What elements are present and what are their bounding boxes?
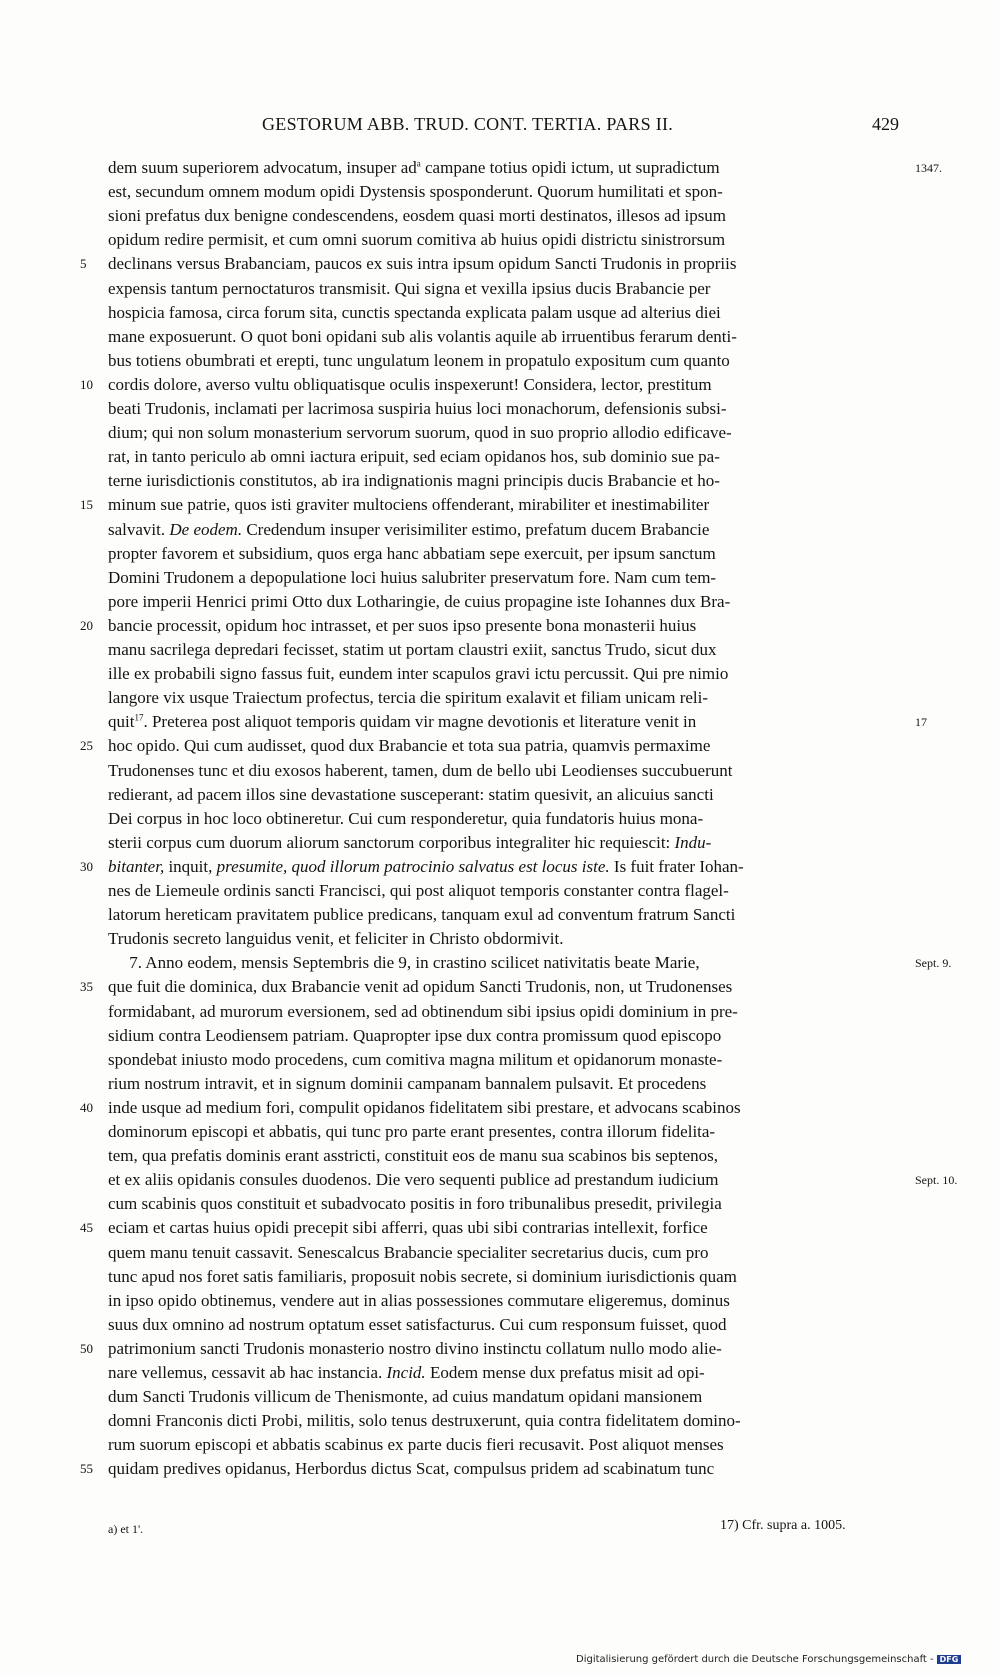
text-line: latorum hereticam pravitatem publice predicans, tanquam exul ad conventum fratrum Sancti <box>108 905 736 925</box>
text-line: ille ex probabili signo fassus fuit, eundem inter scapulos gravi ictu percussit. Qui pre nimio <box>108 664 729 684</box>
footer-text: Digitalisierung gefördert durch die Deutsche Forschungsgemeinschaft - <box>576 1654 934 1665</box>
critical-apparatus-note: a) et 1'. <box>108 1522 144 1536</box>
text-line: Trudonenses tunc et diu exosos haberent, tamen, dum de bello ubi Leodienses succubuerunt <box>108 760 733 780</box>
line-number: 50 <box>80 1340 93 1356</box>
text-line: bitanter, inquit, presumite, quod illorum patrocinio salvatus est locus iste. Is fuit frater Iohan- <box>108 856 744 876</box>
text-line: Domini Trudonem a depopulatione loci huius salubriter preservatum fore. Nam cum tem- <box>108 567 717 587</box>
text-line: hoc opido. Qui cum audisset, quod dux Brabancie et tota sua patria, quamvis permaxime <box>108 736 711 756</box>
text-line: beati Trudonis, inclamati per lacrimosa suspiria huius loci monachorum, defensionis subsi- <box>108 399 727 418</box>
text-line: 7. Anno eodem, mensis Septembris die 9, in crastino scilicet nativitatis beate Marie, <box>108 953 700 973</box>
text-line: quidam predives opidanus, Herbordus dictus Scat, compulsus pridem ad scabinatum tunc <box>108 1459 715 1479</box>
margin-note: Sept. 9. <box>915 956 952 971</box>
text-line: rum suorum episcopi et abbatis scabinus ex parte ducis fieri recusavit. Post aliquot menses <box>108 1435 724 1455</box>
text-line: rium nostrum intravit, et in signum dominii campanam bannalem pulsavit. Et procedens <box>108 1073 707 1093</box>
text-line: domni Franconis dicti Probi, militis, solo tenus destruxerunt, quia contra fidelitatem domino- <box>108 1411 741 1431</box>
dfg-logo: DFG <box>937 1655 962 1664</box>
text-line: manu sacrilega depredari fecisset, statim ut portam claustri exiit, sanctus Trudo, sicut dux <box>108 640 717 659</box>
text-line: hospicia famosa, circa forum sita, cunctis spectanda explicata palam usque ad alterius diei <box>108 302 721 322</box>
text-line: sterii corpus cum duorum aliorum sanctorum corporibus integraliter hic requiescit: Indu- <box>108 832 712 852</box>
page-number: 429 <box>872 114 899 134</box>
text-line: inde usque ad medium fori, compulit opidanos fidelitatem sibi prestare, et advocans scabinos <box>108 1097 741 1117</box>
text-line: eciam et cartas huius opidi precepit sibi afferri, quas ubi sibi contrarias intellexit, forfice <box>108 1218 708 1238</box>
digitization-footer <box>576 1654 961 1665</box>
line-number: 55 <box>80 1461 93 1477</box>
line-number: 30 <box>80 858 93 874</box>
text-line: langore vix usque Traiectum profectus, tercia die spiritum exalavit et filiam unicam reli- <box>108 688 709 708</box>
text-line: redierant, ad pacem illos sine devastatione susceperant: statim quesivit, an alicuius sancti <box>108 784 714 804</box>
line-number: 25 <box>80 738 93 754</box>
text-line: cum scabinis quos constituit et subadvocato positis in foro tribunalibus presedit, privilegia <box>108 1194 722 1214</box>
text-line: pore imperii Henrici primi Otto dux Lotharingie, de cuius propagine iste Iohannes dux Bra- <box>108 591 731 611</box>
text-line: expensis tantum pernoctaturos transmisit. Qui signa et vexilla ipsius ducis Brabancie per <box>108 278 711 298</box>
text-line: minum sue patrie, quos isti graviter multociens offenderant, mirabiliter et inestimabiliter <box>108 495 710 515</box>
text-line: opidum redire permisit, et cum omni suorum comitiva ab huius opidi districtu sinistrorsum <box>108 230 726 250</box>
text-line: mane exposuerunt. O quot boni opidani sub alis volantis aquile ab irruentibus ferarum denti- <box>108 326 737 346</box>
text-line: que fuit die dominica, dux Brabancie venit ad opidum Sancti Trudonis, non, ut Trudonenses <box>108 977 733 997</box>
text-line: et ex aliis opidanis consules duodenos. Die vero sequenti publice ad prestandum iudicium <box>108 1170 719 1190</box>
footnote: 17) Cfr. supra a. 1005. <box>720 1518 846 1533</box>
text-line: quem manu tenuit cassavit. Senescalcus Brabancie specialiter secretarius ducis, cum pro <box>108 1242 709 1262</box>
text-line: nes de Liemeule ordinis sancti Francisci, qui post aliquot temporis constanter contra flagel- <box>108 881 729 900</box>
line-number: 10 <box>80 376 93 392</box>
header-title: GESTORUM ABB. TRUD. CONT. TERTIA. PARS II. <box>262 114 674 134</box>
text-line: propter favorem et subsidium, quos erga hanc abbatiam sepe exercuit, per ipsum sanctum <box>108 543 716 563</box>
text-line: terne iurisdictionis constitutos, ab ira indignationis magni principis ducis Brabancie et ho- <box>108 471 720 491</box>
text-line: salvavit. De eodem. Credendum insuper verisimiliter estimo, prefatum ducem Brabancie <box>108 519 710 539</box>
text-line: formidabant, ad murorum eversionem, sed ad obtinendum sibi ipsius opidi dominium in pre- <box>108 1001 738 1021</box>
line-number: 15 <box>80 497 93 513</box>
text-line: bancie processit, opidum hoc intrasset, et per suos ipso presente bona monasterii huius <box>108 615 697 635</box>
line-number: 40 <box>80 1099 93 1115</box>
text-line: in ipso opido obtinemus, vendere aut in alias possessiones commutare eligeremus, dominus <box>108 1290 730 1310</box>
text-line: suus dux omnino ad nostrum optatum esset satisfacturus. Cui cum responsum fuisset, quod <box>108 1314 727 1334</box>
text-line: nare vellemus, cessavit ab hac instancia. Incid. Eodem mense dux prefatus misit ad opi- <box>108 1363 705 1382</box>
line-number: 20 <box>80 617 93 633</box>
text-line: sioni prefatus dux benigne condescendens, eosdem quasi morti destinatos, illesos ad ipsum <box>108 206 727 226</box>
line-number: 35 <box>80 979 93 995</box>
line-number: 5 <box>80 256 87 272</box>
text-line: dominorum episcopi et abbatis, qui tunc pro parte erant presentes, contra illorum fidelita- <box>108 1122 716 1141</box>
running-header <box>0 114 1000 140</box>
text-line: patrimonium sancti Trudonis monasterio nostro divino instinctu collatum nullo modo alie- <box>108 1338 722 1358</box>
text-line: rat, in tanto periculo ab omni iactura eripuit, sed eciam opidanos hos, sub dominio sue pa- <box>108 447 720 467</box>
text-line: tunc apud nos foret satis familiaris, proposuit nobis secrete, si dominium iurisdictionis quam <box>108 1266 737 1286</box>
margin-note: Sept. 10. <box>915 1173 958 1188</box>
text-line: dium; qui non solum monasterium servorum suorum, quod in suo proprio allodio edificave- <box>108 423 732 443</box>
text-line: spondebat iniusto modo procedens, cum comitiva magna militum et opidanorum monaste- <box>108 1049 723 1069</box>
text-line: dum Sancti Trudonis villicum de Thenismonte, ad cuius mandatum opidani mansionem <box>108 1387 703 1407</box>
text-line: sidium contra Leodiensem patriam. Quapropter ipse dux contra promissum quod episcopo <box>108 1025 722 1045</box>
text-line: Trudonis secreto languidus venit, et feliciter in Christo obdormivit. <box>108 929 564 949</box>
text-line: quit$^{17}$. Preterea post aliquot temporis quidam vir magne devotionis et literature venit in <box>108 712 697 732</box>
text-line: declinans versus Brabanciam, paucos ex suis intra ipsum opidum Sancti Trudonis in propriis <box>108 254 737 274</box>
margin-note: 17 <box>915 715 927 730</box>
text-line: est, secundum omnem modum opidi Dystensis sposponderunt. Quorum humilitati et spon- <box>108 182 723 202</box>
text-line: tem, qua prefatis dominis erant asstricti, constituit eos de manu sua scabinos bis septenos, <box>108 1146 718 1166</box>
text-line: Dei corpus in hoc loco obtineretur. Cui cum responderetur, quia fundatoris huius mona- <box>108 808 704 828</box>
line-number: 45 <box>80 1220 93 1236</box>
text-line: cordis dolore, averso vultu obliquatisque oculis inspexerunt! Considera, lector, prestitum <box>108 374 712 394</box>
margin-note: 1347. <box>915 161 942 175</box>
text-line: dem suum superiorem advocatum, insuper $ad^a$ campane totius opidi ictum, ut supradictum <box>108 158 720 177</box>
text-line: bus totiens obumbrati et erepti, tunc ungulatum leonem in propatulo expositum cum quanto <box>108 350 730 370</box>
